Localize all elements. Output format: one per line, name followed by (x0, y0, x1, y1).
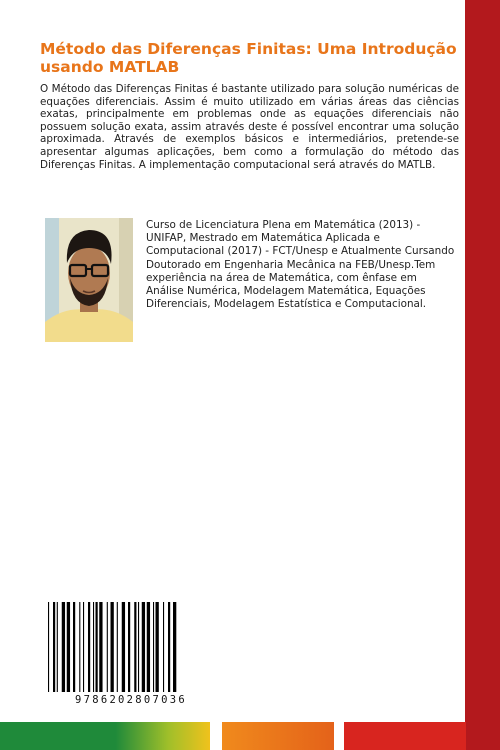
isbn-number: 9786202807036 (74, 694, 188, 706)
barcode-bar (88, 602, 90, 692)
barcode-bar (83, 602, 84, 692)
barcode-bar (96, 602, 98, 692)
barcode-bar (73, 602, 75, 692)
barcode-bar (142, 602, 145, 692)
barcode-bar (57, 602, 58, 692)
barcode-bar (147, 602, 150, 692)
barcode-bar (173, 602, 176, 692)
barcode-bar (153, 602, 154, 692)
author-photo-icon (45, 218, 133, 342)
footer-green-band (0, 722, 210, 750)
barcode-bar (168, 602, 170, 692)
footer-red-band (344, 722, 466, 750)
barcode-bar (107, 602, 108, 692)
barcode-bars (44, 600, 218, 694)
barcode-bar (62, 602, 65, 692)
barcode-bar (79, 602, 80, 692)
book-title: Método das Diferenças Finitas: Uma Introdução usando MATLAB (40, 40, 457, 76)
isbn-barcode-icon (44, 600, 218, 708)
barcode-bar (128, 602, 130, 692)
barcode-bar (122, 602, 125, 692)
red-spine-strip (465, 0, 500, 750)
barcode-bar (156, 602, 159, 692)
book-description: O Método das Diferenças Finitas é bastante utilizado para solução numéricas de equações diferenciais. Assim é muito utilizado em várias áreas das ciências exatas, principalmente em problemas onde as equações diferenciais não possuem solução exata, assim através deste é possível encontrar uma solução aproximada. Através de exemplos básicos e intermediários, pretende-se apresentar algumas aplicações, bem como a formulação do método das Diferenças Finitas. A implementação computacional será através do MATLB. (40, 83, 459, 171)
barcode-bar (53, 602, 55, 692)
barcode-bar (163, 602, 164, 692)
barcode-bar (93, 602, 94, 692)
author-portrait-illustration (45, 218, 133, 342)
barcode-bar (111, 602, 114, 692)
author-biography: Curso de Licenciatura Plena em Matemática (2013) - UNIFAP, Mestrado em Matemática Aplicada e Computacional (2017) - FCT/Unesp e Atualmente Cursando Doutorado em Engenharia Mecânica na FEB/Unesp.Tem experiência na área de Matemática, com ênfase em Análise Numérica, Modelagem Matemática, Equações Diferenciais, Modelagem Estatística e Computacional. (146, 219, 455, 311)
barcode-bar (138, 602, 139, 692)
footer-orange-band (222, 722, 334, 750)
barcode-bar (117, 602, 118, 692)
barcode-bar (67, 602, 70, 692)
barcode-bar (134, 602, 136, 692)
barcode-bar (99, 602, 102, 692)
barcode-bar (48, 602, 49, 692)
